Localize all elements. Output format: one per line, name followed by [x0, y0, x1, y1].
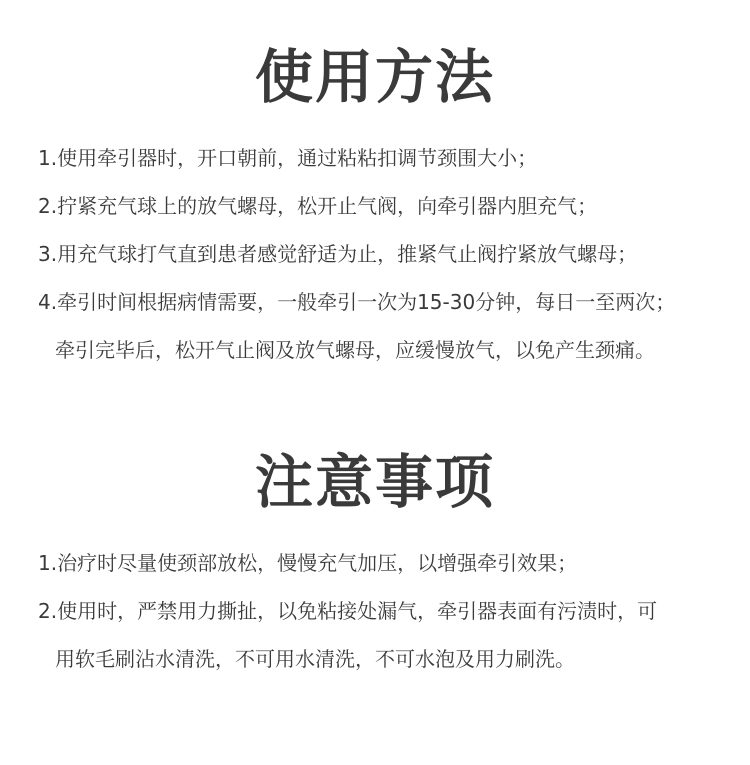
- notes-item-2-continued: 用软毛刷沾水清洗，不可用水清洗，不可水泡及用力刷洗。: [55, 647, 575, 671]
- usage-section: [0, 38, 750, 374]
- notes-item-2: 2.使用时，严禁用力撕扯，以免粘接处漏气，牵引器表面有污渍时，可: [38, 599, 658, 623]
- usage-item-3: 3.用充气球打气直到患者感觉舒适为止，推紧气止阀拧紧放气螺母；: [38, 242, 638, 266]
- notes-item-1: 1.治疗时尽量使颈部放松，慢慢充气加压，以增强牵引效果；: [38, 551, 578, 575]
- usage-item-4-continued: 牵引完毕后，松开气止阀及放气螺母，应缓慢放气，以免产生颈痛。: [55, 338, 655, 362]
- usage-item-2: 2.拧紧充气球上的放气螺母，松开止气阀，向牵引器内胆充气；: [38, 194, 598, 218]
- notes-list: [0, 539, 750, 683]
- usage-list: [0, 134, 750, 374]
- notes-heading: 注意事项: [254, 448, 495, 516]
- usage-item-1: 1.使用牵引器时，开口朝前，通过粘粘扣调节颈围大小；: [38, 146, 538, 170]
- usage-item-4: 4.牵引时间根据病情需要，一般牵引一次为15-30分钟，每日一至两次；: [38, 290, 676, 314]
- usage-heading: 使用方法: [254, 43, 495, 111]
- notes-section: [0, 443, 750, 683]
